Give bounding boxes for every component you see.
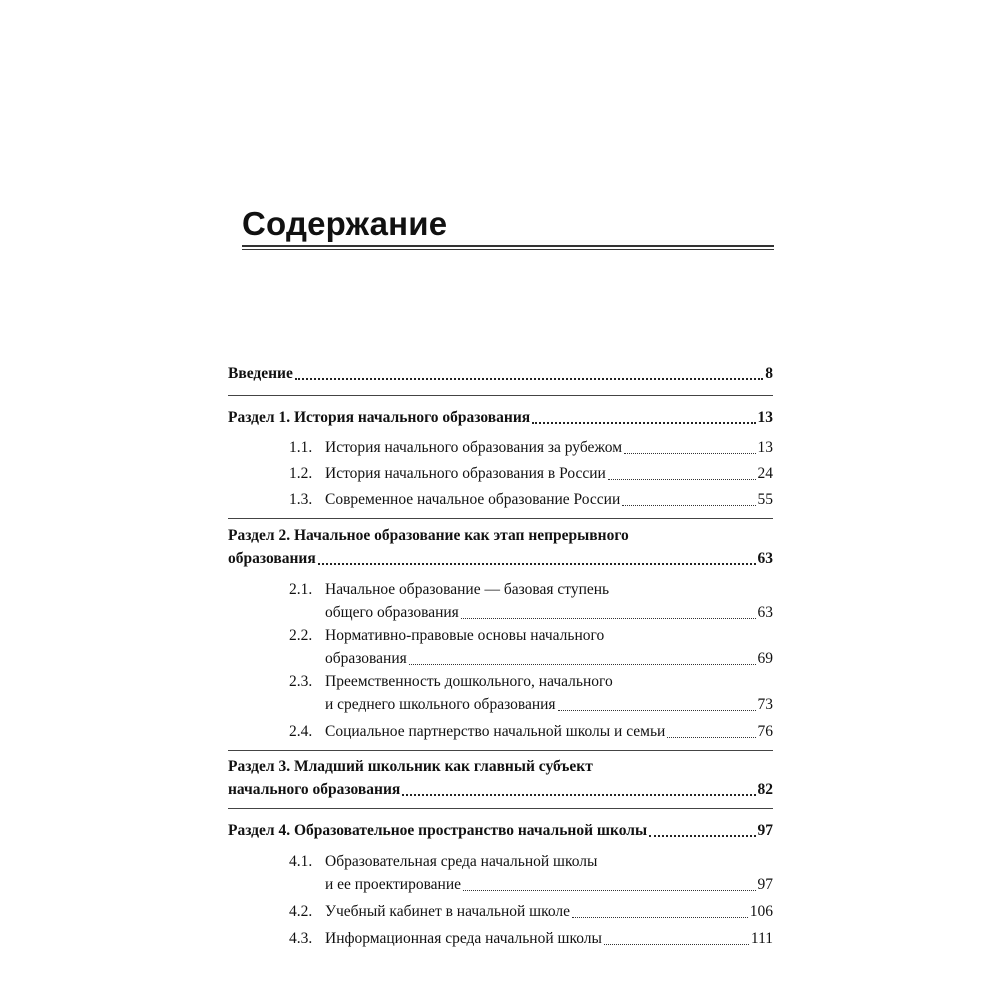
section-2-page: 63 — [757, 550, 773, 567]
dot-leader — [624, 453, 755, 454]
toc-intro-label: Введение — [228, 365, 293, 382]
section-4-label: Раздел 4. Образовательное пространство начальной школы — [228, 822, 648, 839]
item-title-line1: Начальное образование — базовая ступень — [325, 581, 610, 598]
dot-leader — [572, 917, 748, 918]
section-divider — [228, 750, 773, 751]
item-number: 1.3. — [289, 491, 313, 508]
item-page: 24 — [757, 465, 773, 482]
dot-leader — [649, 835, 755, 837]
item-page: 111 — [750, 930, 773, 947]
item-number: 4.2. — [289, 903, 313, 920]
toc-item-1-1 — [289, 436, 773, 460]
section-2-label-line2: образования — [228, 550, 316, 567]
title-rule — [242, 245, 774, 247]
item-title-line2: общего образования — [325, 604, 459, 621]
item-title-line2: и среднего школьного образования — [325, 696, 556, 713]
toc-item-2-2 — [289, 625, 773, 671]
toc-section-4 — [228, 819, 773, 843]
item-title-line1: Нормативно-правовые основы начального — [325, 627, 605, 644]
dot-leader — [604, 944, 749, 945]
page-title: Содержание — [242, 205, 448, 242]
item-title: Информационная среда начальной школы — [325, 930, 602, 947]
toc-item-2-3 — [289, 671, 773, 717]
toc-item-2-4 — [289, 720, 773, 744]
dot-leader — [608, 479, 756, 480]
section-3-label-line1: Раздел 3. Младший школьник как главный субъект — [228, 758, 593, 775]
item-page: 73 — [757, 696, 773, 713]
item-title: История начального образования в России — [325, 465, 606, 482]
dot-leader — [532, 422, 755, 424]
section-3-page: 82 — [757, 781, 773, 798]
toc-section-1 — [228, 406, 773, 430]
section-2-label-line1: Раздел 2. Начальное образование как этап непрерывного — [228, 527, 629, 544]
toc-item-1-3 — [289, 488, 773, 512]
dot-leader — [622, 505, 755, 506]
item-title-line2: образования — [325, 650, 407, 667]
table-of-contents — [228, 362, 773, 951]
item-title: Современное начальное образование России — [325, 491, 621, 508]
toc-intro — [228, 362, 773, 386]
item-page: 76 — [757, 723, 773, 740]
toc-section-3 — [228, 756, 773, 802]
item-page: 63 — [757, 604, 773, 621]
item-number: 4.1. — [289, 853, 313, 870]
toc-item-4-1 — [289, 851, 773, 897]
item-page: 106 — [749, 903, 773, 920]
toc-item-4-3 — [289, 927, 773, 951]
dot-leader — [409, 664, 756, 665]
section-4-page: 97 — [757, 822, 773, 839]
dot-leader — [402, 794, 755, 796]
item-title: История начального образования за рубежом — [325, 439, 623, 456]
dot-leader — [318, 563, 756, 565]
item-number: 2.3. — [289, 673, 313, 690]
section-1-label: Раздел 1. История начального образования — [228, 409, 531, 426]
item-number: 1.2. — [289, 465, 313, 482]
dot-leader — [558, 710, 756, 711]
section-divider — [228, 395, 773, 396]
dot-leader — [463, 890, 755, 891]
item-title: Социальное партнерство начальной школы и семьи — [325, 723, 666, 740]
item-title-line1: Образовательная среда начальной школы — [325, 853, 598, 870]
toc-section-2 — [228, 525, 773, 571]
section-divider — [228, 808, 773, 809]
dot-leader — [667, 737, 755, 738]
item-number: 2.1. — [289, 581, 313, 598]
item-title-line1: Преемственность дошкольного, начального — [325, 673, 613, 690]
item-number: 1.1. — [289, 439, 313, 456]
item-page: 55 — [757, 491, 773, 508]
section-3-label-line2: начального образования — [228, 781, 401, 798]
item-page: 13 — [757, 439, 773, 456]
section-divider — [228, 518, 773, 519]
item-number: 4.3. — [289, 930, 313, 947]
item-title: Учебный кабинет в начальной школе — [325, 903, 571, 920]
toc-item-1-2 — [289, 462, 773, 486]
item-number: 2.4. — [289, 723, 313, 740]
toc-item-2-1 — [289, 579, 773, 625]
item-page: 69 — [757, 650, 773, 667]
item-page: 97 — [757, 876, 773, 893]
item-number: 2.2. — [289, 627, 313, 644]
toc-intro-page: 8 — [765, 365, 773, 382]
dot-leader — [295, 378, 763, 380]
toc-item-4-2 — [289, 900, 773, 924]
dot-leader — [461, 618, 756, 619]
item-title-line2: и ее проектирование — [325, 876, 462, 893]
title-rule-thin — [242, 249, 774, 250]
section-1-page: 13 — [757, 409, 773, 426]
